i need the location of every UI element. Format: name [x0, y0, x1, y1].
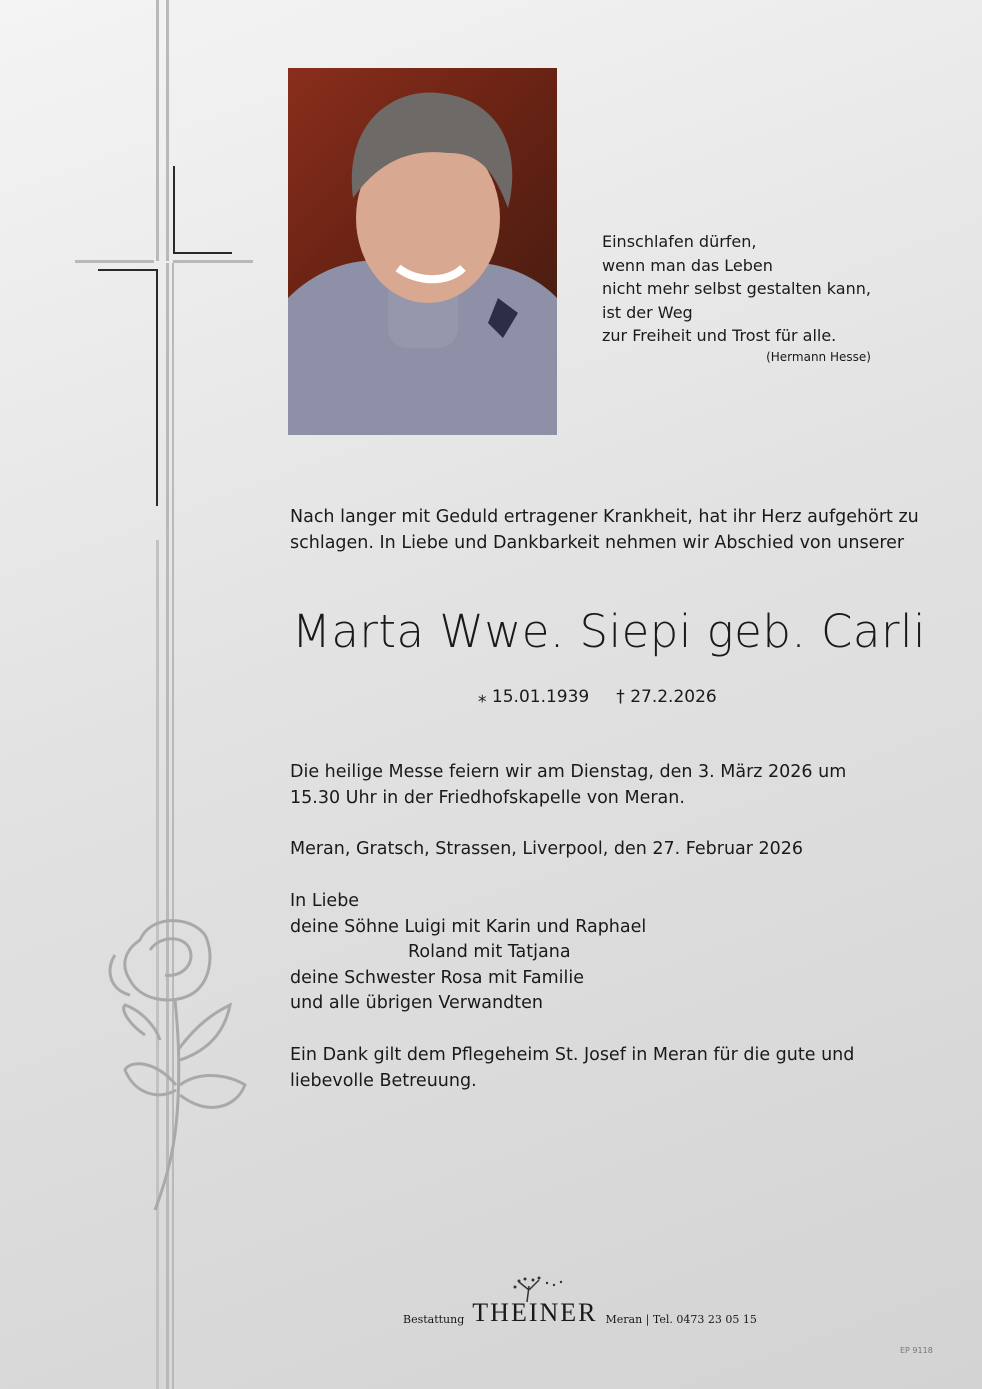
life-dates: [478, 687, 717, 707]
mourner-line: Roland mit Tatjana: [408, 942, 571, 962]
mass-text: [290, 760, 846, 811]
mourners: [290, 889, 646, 1017]
quote-line: zur Freiheit und Trost für alle.: [602, 326, 837, 345]
mourner-line: und alle übrigen Verwandten: [290, 993, 543, 1013]
quote-line: wenn man das Leben: [602, 255, 773, 275]
quote-line: ist der Weg: [602, 302, 693, 322]
birth-icon: ⁎: [478, 687, 487, 707]
footer-contact: Meran | Tel. 0473 23 05 15: [605, 1313, 757, 1326]
portrait-photo: [288, 68, 557, 435]
footer-prefix: Bestattung: [403, 1313, 465, 1326]
thanks-line: liebevolle Betreuung.: [290, 1070, 477, 1091]
thanks-line: Ein Dank gilt dem Pflegeheim St. Josef in Meran für die gute und: [290, 1045, 855, 1065]
quote: [602, 230, 871, 369]
footer-brand: THEINER: [472, 1298, 598, 1327]
quote-author: (Hermann Hesse): [766, 349, 871, 364]
birth-date: 15.01.1939: [491, 687, 590, 707]
quote-line: nicht mehr selbst gestalten kann,: [602, 279, 871, 298]
intro-text: [290, 505, 919, 556]
mass-line: Die heilige Messe feiern wir am Dienstag, den 3. März 2026 um: [290, 762, 847, 782]
tree-icon: [507, 1276, 567, 1302]
rose-icon: [100, 910, 260, 1230]
intro-line: Nach langer mit Geduld ertragener Krankheit, hat ihr Herz aufgehört zu: [290, 507, 919, 527]
mourner-line: In Liebe: [290, 891, 360, 911]
funeral-home-footer: [403, 1300, 757, 1326]
footer-logo: [472, 1300, 597, 1326]
quote-line: Einschlafen dürfen,: [602, 232, 757, 251]
deceased-name: Marta Wwe. Siepi geb. Carli: [292, 605, 927, 658]
death-date: 27.2.2026: [630, 687, 717, 707]
thanks-text: [290, 1043, 854, 1094]
place-date: Meran, Gratsch, Strassen, Liverpool, den 27. Februar 2026: [290, 839, 804, 859]
intro-line: schlagen. In Liebe und Dankbarkeit nehmen wir Abschied von unserer: [290, 532, 905, 553]
mourner-line: deine Schwester Rosa mit Familie: [290, 967, 584, 988]
death-icon: †: [616, 687, 625, 707]
mourner-line: deine Söhne Luigi mit Karin und Raphael: [290, 916, 647, 937]
template-code: EP 9118: [900, 1346, 933, 1355]
mass-line: 15.30 Uhr in der Friedhofskapelle von Meran.: [290, 787, 685, 808]
